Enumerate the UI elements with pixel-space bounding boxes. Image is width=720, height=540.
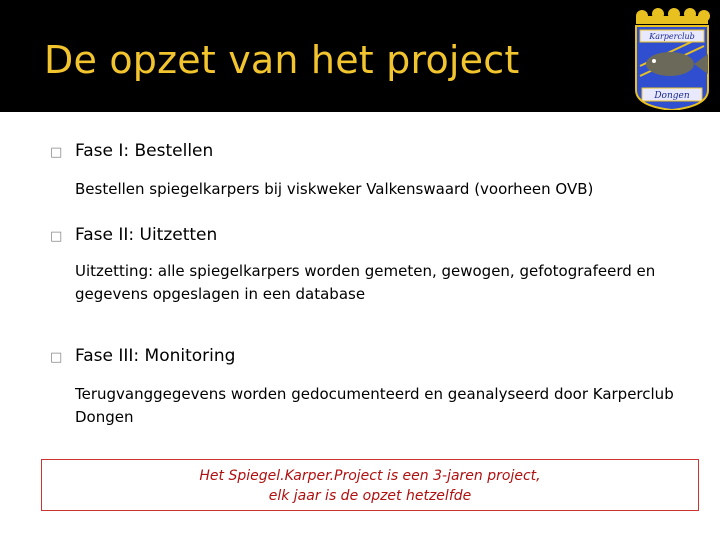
bullet-icon: □ bbox=[50, 229, 63, 244]
bullet-icon: □ bbox=[50, 145, 63, 160]
phase-1-heading: Fase I: Bestellen bbox=[75, 141, 214, 161]
phase-1-description-line: Bestellen spiegelkarpers bij viskweker Valkenswaard (voorheen OVB) bbox=[75, 180, 594, 198]
slide-title: De opzet van het project bbox=[44, 38, 520, 82]
callout-line-1: Het Spiegel.Karper.Project is een 3-jaren project, bbox=[199, 468, 541, 484]
phase-2-heading: Fase II: Uitzetten bbox=[75, 225, 218, 245]
callout-line-2: elk jaar is de opzet hetzelfde bbox=[268, 488, 472, 504]
phase-3-description-line: Dongen bbox=[75, 408, 134, 426]
phase-2-description bbox=[75, 260, 655, 306]
phase-1-description bbox=[75, 178, 593, 201]
karperclub-dongen-logo bbox=[630, 6, 714, 110]
phase-3-description-line: Terugvanggegevens worden gedocumenteerd en geanalyseerd door Karperclub bbox=[75, 385, 674, 403]
project-callout-box bbox=[41, 459, 699, 511]
bullet-icon: □ bbox=[50, 350, 63, 365]
phase-3-description bbox=[75, 383, 674, 429]
phase-2-description-line: gegevens opgeslagen in een database bbox=[75, 285, 366, 303]
slide-header bbox=[0, 0, 720, 112]
logo-top-text: Karperclub bbox=[649, 32, 695, 41]
phase-2-description-line: Uitzetting: alle spiegelkarpers worden gemeten, gewogen, gefotografeerd en bbox=[75, 262, 656, 280]
phase-3-heading: Fase III: Monitoring bbox=[75, 346, 236, 366]
logo-bottom-text: Dongen bbox=[654, 91, 690, 101]
